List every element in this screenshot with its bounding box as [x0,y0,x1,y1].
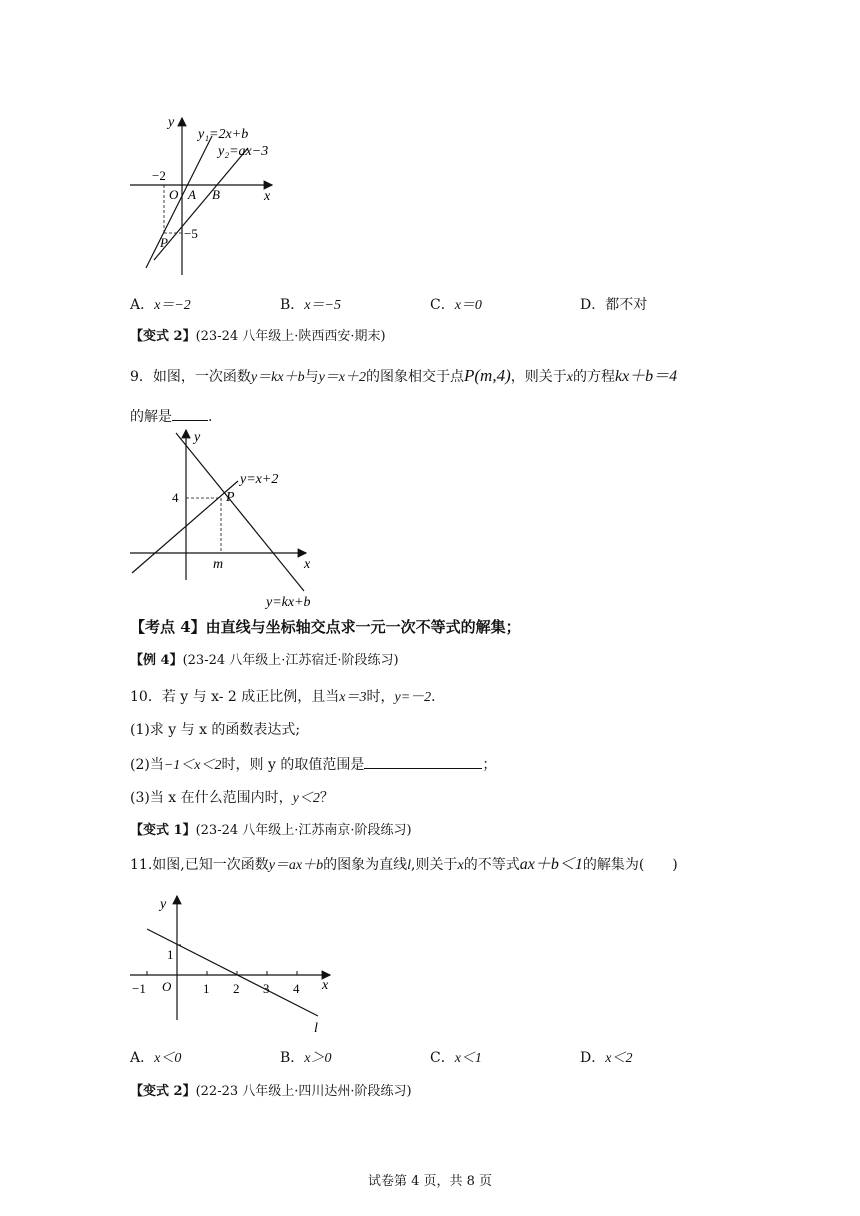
line-y2 [154,148,248,260]
q10-sub3: (3)当 x 在什么范围内时，y＜2？ [130,790,334,806]
x-tick-neg1-label: −1 [132,981,146,996]
x-axis-label: x [304,557,311,572]
q8-option-d[interactable]: D．都不对 [580,297,648,313]
q10-sub1: (1)求 y 与 x 的函数表达式; [130,722,301,738]
line2-label: y=kx+b [266,595,311,610]
x-axis-label: x [322,978,329,993]
m-label: m [213,557,224,572]
q11-option-a[interactable]: A．x＜0 [130,1050,182,1066]
q9-text-line2: 的解是 . [130,406,212,427]
q10-text: 10．若 y 与 x- 2 成正比例，且当x＝3时，y=－2． [130,689,446,705]
x-tick-1-label: 1 [203,981,210,996]
y-tick-1-label: 1 [167,947,174,962]
line1-label: y₁=2x+b [198,127,249,142]
line1-label: y=x+2 [240,472,279,487]
x-axis-label: x [264,189,271,204]
example4-header: 【例 4】(23-24 八年级上·江苏宿迁·阶段练习) [130,653,399,668]
line-l-label: l [314,1021,318,1036]
q10-sub2: (2)当−1＜x＜2时，则 y 的取值范围是 ； [130,754,496,776]
q8-option-c[interactable]: C．x＝0 [430,297,482,313]
point-b-label: B [212,187,220,202]
x-tick-3-label: 3 [263,981,270,996]
y-axis-label: y [194,430,201,445]
neg2-label: −2 [152,168,166,183]
x-tick-2-label: 2 [233,981,240,996]
y-axis-label: y [168,115,175,130]
section-heading: 【考点 4】由直线与坐标轴交点求一元一次不等式的解集； [130,618,521,636]
line-y-kx-b [176,433,304,591]
variant1-header: 【变式 1】(23-24 八年级上·江苏南京·阶段练习) [130,823,412,838]
point-p-label: P [160,235,168,250]
line-l [147,929,318,1016]
figure-line-l [120,890,350,1040]
q11-option-c[interactable]: C．x＜1 [430,1050,482,1066]
q9-text: 9．如图，一次函数y＝kx＋b与y＝x＋2的图象相交于点P(m,4)，则关于x的方程kx＋b＝4 [130,366,678,385]
q11-text: 11.如图,已知一次函数y＝ax＋b的图象为直线l,则关于x的不等式ax＋b＜1的解集为( ) [130,856,678,873]
q11-option-b[interactable]: B．x＞0 [280,1050,332,1066]
answer-blank[interactable] [364,754,482,769]
q8-option-a[interactable]: A．x＝−2 [130,297,191,313]
origin-label: O [169,187,179,202]
x-tick-4-label: 4 [293,981,300,996]
tick-4-label: 4 [172,490,179,505]
figure-kx-b-intersection [120,425,340,615]
point-a-label: A [188,187,196,202]
q8-option-b[interactable]: B．x＝−5 [280,297,341,313]
neg5-label: −5 [184,226,198,241]
variant2-header: 【变式 2】(23-24 八年级上·陕西西安·期末) [130,329,386,344]
page-footer: 试卷第 4 页，共 8 页 [367,1174,493,1189]
answer-blank[interactable] [172,406,208,421]
point-p-label: P [226,490,235,505]
q11-option-d[interactable]: D．x＜2 [580,1050,633,1066]
y-axis-label: y [160,897,167,912]
line2-label: y₂=ax−3 [218,144,269,159]
variant2-header-b: 【变式 2】(22-23 八年级上·四川达州·阶段练习) [130,1084,412,1099]
figure-two-lines-intersection [120,110,320,280]
origin-label: O [162,979,172,994]
